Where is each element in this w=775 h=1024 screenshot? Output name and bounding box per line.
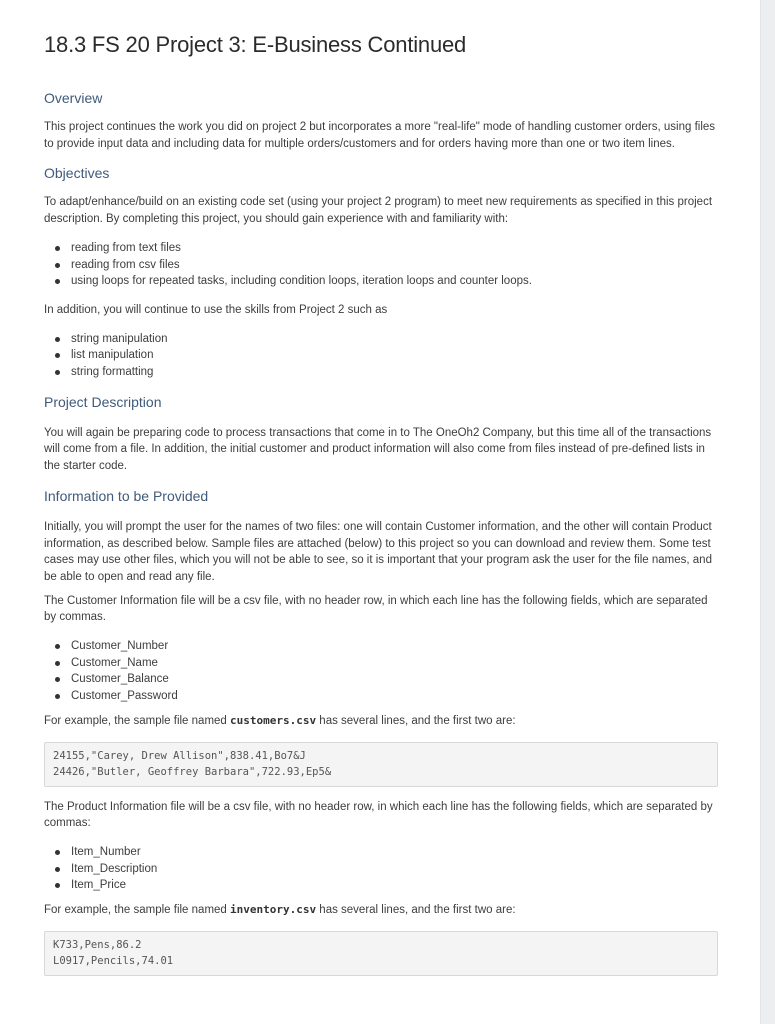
- info-provided-text: Initially, you will prompt the user for the names of two files: one will contain Customer information, and the other will contain Product information, as described below. Sample files are attached (below) to this project so you can download and review them. Some test cases may use other files, which you will not be able to see, so it is important that your program ask the user for the file names, and be able to open and read any file.: [44, 520, 712, 583]
- list-item: Customer_Balance: [71, 671, 718, 688]
- list-item: Item_Description: [71, 861, 718, 878]
- bullet-icon: [55, 246, 60, 251]
- list-item: string formatting: [71, 364, 718, 381]
- bullet-icon: [55, 694, 60, 699]
- bullet-icon: [55, 353, 60, 358]
- list-item: Customer_Name: [71, 655, 718, 672]
- bullet-icon: [55, 883, 60, 888]
- list-item: string manipulation: [71, 331, 718, 348]
- scrollbar[interactable]: [760, 0, 775, 1024]
- bullet-icon: [55, 867, 60, 872]
- bullet-icon: [55, 850, 60, 855]
- code-line: 24426,"Butler, Geoffrey Barbara",722.93,Ep5&: [53, 766, 332, 779]
- page-title: 18.3 FS 20 Project 3: E-Business Continued: [44, 32, 467, 57]
- list-item: using loops for repeated tasks, including condition loops, iteration loops and counter loops.: [71, 273, 718, 290]
- list-item: reading from text files: [71, 240, 718, 257]
- objectives-addition: In addition, you will continue to use the skills from Project 2 such as: [44, 303, 388, 316]
- customer-sample-code: [44, 742, 718, 787]
- bullet-icon: [55, 263, 60, 268]
- bullet-icon: [55, 661, 60, 666]
- document-content: [44, 31, 718, 976]
- list-item: Item_Price: [71, 877, 718, 894]
- project-description-text: You will again be preparing code to process transactions that come in to The OneOh2 Company, but this time all of the transactions will come from a file. In addition, the initial customer and product information will also come from files instead of pre-defined lists in the starter code.: [44, 426, 712, 473]
- overview-heading: Overview: [44, 90, 103, 106]
- code-line: K733,Pens,86.2: [53, 938, 142, 951]
- customer-file-intro: The Customer Information file will be a csv file, with no header row, in which each line has the following fields, which are separated by commas.: [44, 594, 708, 624]
- list-item: Customer_Number: [71, 638, 718, 655]
- product-file-intro: The Product Information file will be a csv file, with no header row, in which each line has the following fields, which are separated by commas:: [44, 800, 713, 830]
- list-item: Item_Number: [71, 844, 718, 861]
- product-fields-list: [44, 844, 718, 894]
- bullet-icon: [55, 370, 60, 375]
- objectives-intro: To adapt/enhance/build on an existing code set (using your project 2 program) to meet new requirements as specified in this project description. By completing this project, you should gain experience with and familiarity with:: [44, 196, 713, 226]
- bullet-icon: [55, 644, 60, 649]
- bullet-icon: [55, 337, 60, 342]
- product-example-text: For example, the sample file named inventory.csv has several lines, and the first two are:: [44, 903, 516, 917]
- list-item: reading from csv files: [71, 257, 718, 274]
- list-item: Customer_Password: [71, 688, 718, 705]
- info-provided-heading: Information to be Provided: [44, 487, 209, 504]
- overview-text: This project continues the work you did on project 2 but incorporates a more "real-life" mode of handling customer orders, using files to provide input data and including data for multiple orders/customers and for orders having more than one or two item lines.: [44, 121, 716, 150]
- bullet-icon: [55, 279, 60, 284]
- customer-filename: customers.csv: [230, 713, 317, 727]
- list-item: list manipulation: [71, 347, 718, 364]
- customer-example-text: For example, the sample file named customers.csv has several lines, and the first two are:: [44, 713, 516, 727]
- code-line: 24155,"Carey, Drew Allison",838.41,Bo7&J: [53, 749, 306, 762]
- objectives-heading: Objectives: [44, 165, 110, 182]
- bullet-icon: [55, 677, 60, 682]
- customer-fields-list: [44, 638, 718, 705]
- project-description-heading: Project Description: [44, 393, 162, 410]
- objectives-list: [44, 240, 718, 290]
- product-sample-code: [44, 931, 718, 976]
- product-filename: inventory.csv: [230, 903, 317, 917]
- skills-list: [44, 331, 718, 381]
- code-line: L0917,Pencils,74.01: [53, 955, 174, 968]
